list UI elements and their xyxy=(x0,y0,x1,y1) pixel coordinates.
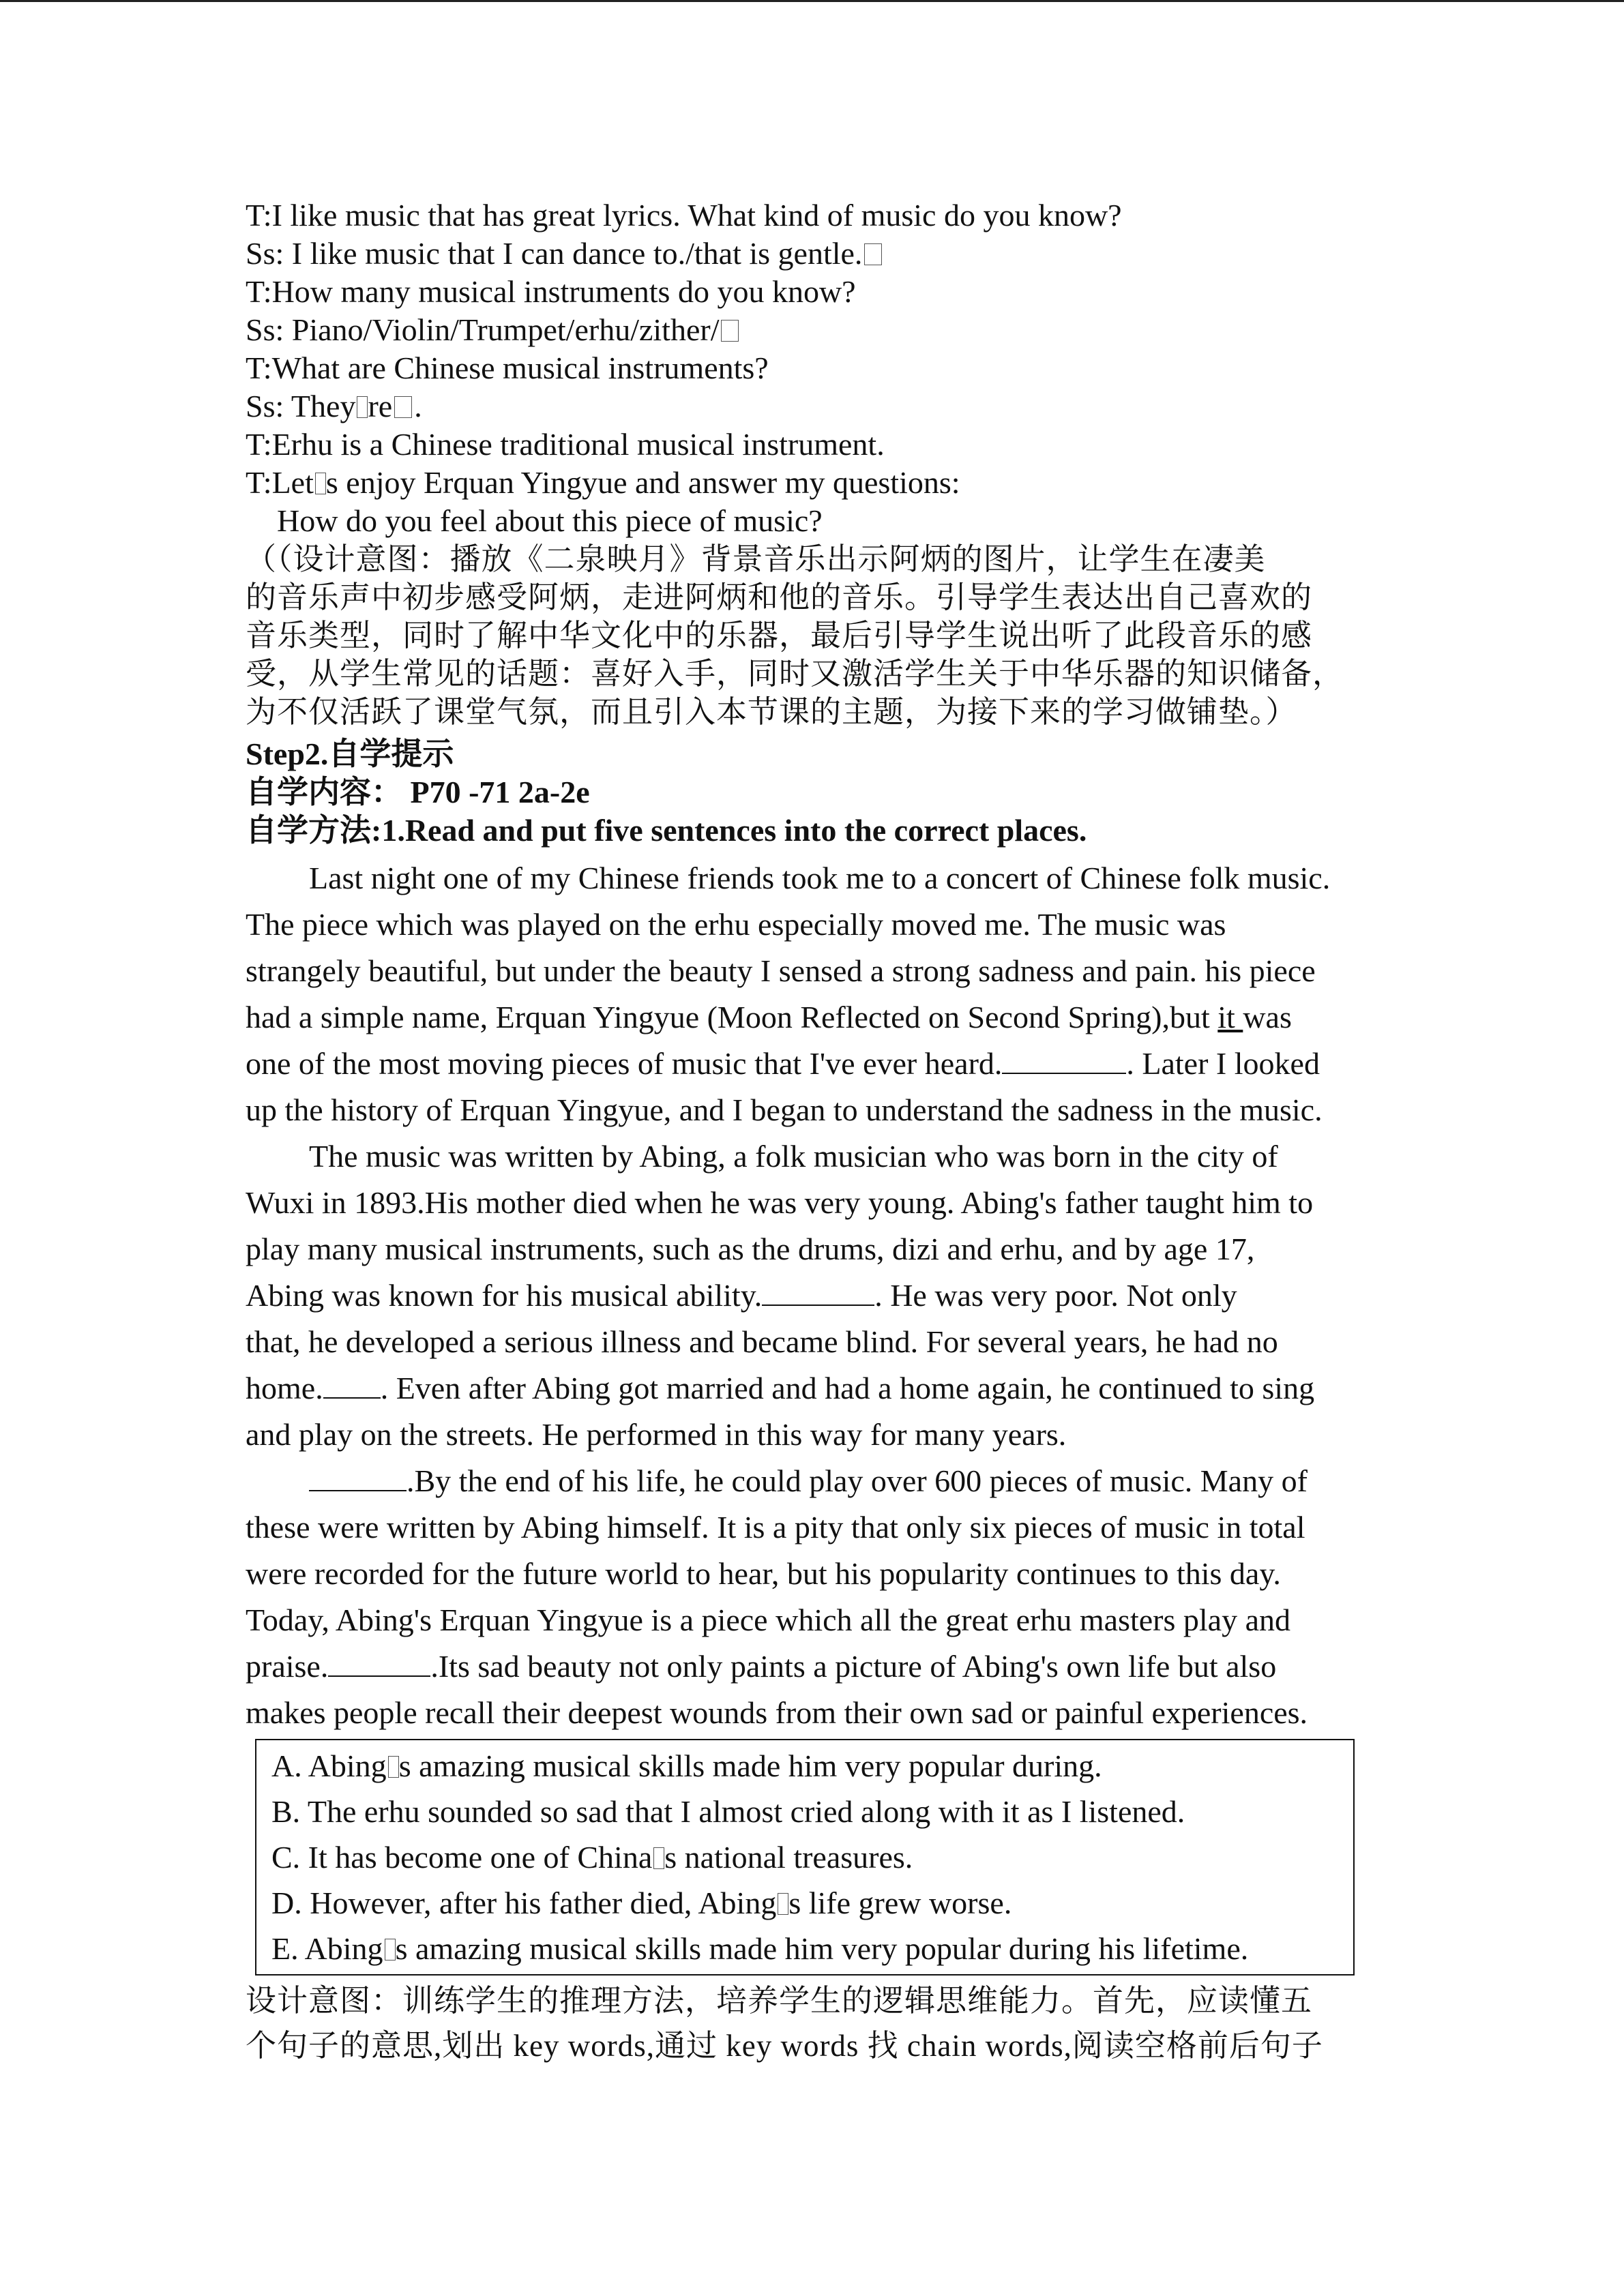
passage-text: .Its sad beauty not only paints a picture of Abing's own life but also xyxy=(430,1649,1277,1684)
dialogue-text: T:Let xyxy=(246,465,314,500)
missing-glyph-box xyxy=(864,243,882,265)
missing-glyph-box xyxy=(394,396,412,418)
dialogue-text: . xyxy=(414,389,422,423)
passage-line: play many musical instruments, such as the drums, dizi and erhu, and by age 17, xyxy=(246,1232,1255,1266)
passage-line: Today, Abing's Erquan Yingyue is a piece which all the great erhu masters play and xyxy=(246,1602,1290,1637)
missing-glyph-box xyxy=(388,1756,399,1778)
passage-line: The music was written by Abing, a folk musician who was born in the city of xyxy=(309,1139,1278,1174)
passage-text: home. xyxy=(246,1371,323,1405)
note-line: 设计意图：训练学生的推理方法，培养学生的逻辑思维能力。首先，应读懂五 xyxy=(246,1984,1313,2018)
note-line: 音乐类型，同时了解中华文化中的乐器，最后引导学生说出听了此段音乐的感 xyxy=(246,618,1313,653)
passage-text: praise. xyxy=(246,1649,329,1684)
passage-line xyxy=(246,1458,1378,1504)
dialogue-line: T:How many musical instruments do you know? xyxy=(246,274,856,309)
passage-line xyxy=(246,1643,1378,1690)
design-intent-note-2 xyxy=(246,1978,1378,2068)
answer-blank-2[interactable] xyxy=(762,1277,874,1306)
passage-line xyxy=(246,1272,1378,1319)
dialogue-line: How do you feel about this piece of music? xyxy=(277,503,823,538)
dialogue-text: re xyxy=(368,389,393,423)
passage-line: these were written by Abing himself. It is a pity that only six pieces of music in total xyxy=(246,1510,1305,1545)
note-line: 为不仅活跃了课堂气氛，而且引入本节课的主题，为接下来的学习做铺垫。） xyxy=(246,695,1297,729)
passage-text: . Later I looked xyxy=(1126,1046,1320,1081)
passage-text: was xyxy=(1243,1000,1292,1034)
top-border-line xyxy=(0,0,1624,2)
missing-glyph-box xyxy=(721,320,739,342)
dialogue-line xyxy=(246,311,1378,349)
step2-heading: Step2.自学提示 xyxy=(246,736,454,771)
option-text: s amazing musical skills made him very popular during his lifetime. xyxy=(395,1931,1249,1966)
option-text: E. Abing xyxy=(271,1931,383,1966)
dialogue-line xyxy=(246,464,1378,502)
dialogue-line xyxy=(246,387,1378,426)
option-c xyxy=(271,1834,1353,1880)
dialogue-text: Ss: They xyxy=(246,389,356,423)
answer-blank-3[interactable] xyxy=(323,1370,381,1399)
reading-passage xyxy=(246,855,1378,1736)
dialogue-line: T:I like music that has great lyrics. What kind of music do you know? xyxy=(246,198,1122,233)
passage-text: .By the end of his life, he could play over 600 pieces of music. Many of xyxy=(407,1463,1308,1498)
passage-line xyxy=(246,1041,1378,1087)
answer-blank-5[interactable] xyxy=(328,1648,430,1677)
missing-glyph-box xyxy=(315,473,326,494)
option-d xyxy=(271,1880,1353,1926)
self-study-content: 自学内容： P70 -71 2a-2e xyxy=(246,775,590,809)
passage-line: Wuxi in 1893.His mother died when he was very young. Abing's father taught him to xyxy=(246,1185,1314,1220)
dialogue-line xyxy=(246,235,1378,273)
document-page xyxy=(246,196,1378,2068)
note-line: 的音乐声中初步感受阿炳，走进阿炳和他的音乐。引导学生表达出自己喜欢的 xyxy=(246,580,1313,614)
passage-text: . Even after Abing got married and had a home again, he continued to sing xyxy=(380,1371,1315,1405)
option-e xyxy=(271,1926,1353,1971)
missing-glyph-box xyxy=(778,1893,788,1915)
option-text: D. However, after his father died, Abing xyxy=(271,1885,777,1920)
missing-glyph-box xyxy=(653,1847,664,1869)
underlined-word: it xyxy=(1217,1000,1243,1034)
option-text: C. It has become one of China xyxy=(271,1840,653,1875)
passage-line: strangely beautiful, but under the beauty I sensed a strong sadness and pain. his piece xyxy=(246,953,1316,988)
design-intent-note xyxy=(246,540,1378,731)
self-study-method: 自学方法:1.Read and put five sentences into the correct places. xyxy=(246,813,1087,848)
passage-line: Last night one of my Chinese friends took me to a concert of Chinese folk music. xyxy=(309,861,1331,895)
passage-text: had a simple name, Erquan Yingyue (Moon Reflected on Second Spring),but xyxy=(246,1000,1218,1034)
answer-blank-1[interactable] xyxy=(1002,1045,1126,1074)
passage-text: one of the most moving pieces of music that I've ever heard. xyxy=(246,1046,1003,1081)
option-text: A. Abing xyxy=(271,1748,387,1783)
passage-text: . He was very poor. Not only xyxy=(874,1278,1237,1313)
option-text: s life grew worse. xyxy=(788,1885,1012,1920)
dialogue-line: T:Erhu is a Chinese traditional musical instrument. xyxy=(246,427,885,462)
passage-line: that, he developed a serious illness and became blind. For several years, he had no xyxy=(246,1324,1278,1359)
option-text: s amazing musical skills made him very popular during. xyxy=(398,1748,1102,1783)
passage-line xyxy=(246,994,1378,1041)
option-text: s national treasures. xyxy=(664,1840,913,1875)
note-line: 受，从学生常见的话题：喜好入手，同时又激活学生关于中华乐器的知识储备， xyxy=(246,657,1344,691)
passage-line: and play on the streets. He performed in this way for many years. xyxy=(246,1417,1067,1452)
dialogue-text: Ss: I like music that I can dance to./that is gentle. xyxy=(246,236,863,271)
options-box xyxy=(255,1739,1355,1976)
dialogue-text: Ss: Piano/Violin/Trumpet/erhu/zither/ xyxy=(246,312,720,347)
passage-line: The piece which was played on the erhu especially moved me. The music was xyxy=(246,907,1226,942)
passage-line xyxy=(246,1365,1378,1412)
dialogue-text: s enjoy Erquan Yingyue and answer my questions: xyxy=(325,465,960,500)
missing-glyph-box xyxy=(385,1939,396,1960)
dialogue-section xyxy=(246,196,1378,540)
passage-line: were recorded for the future world to hear, but his popularity continues to this day. xyxy=(246,1556,1281,1591)
option-a xyxy=(271,1743,1353,1789)
option-b: B. The erhu sounded so sad that I almost cried along with it as I listened. xyxy=(271,1794,1185,1829)
note-line: 个句子的意思,划出 key words,通过 key words 找 chain words,阅读空格前后句子 xyxy=(246,2029,1323,2063)
passage-line: makes people recall their deepest wounds from their own sad or painful experiences. xyxy=(246,1695,1308,1730)
missing-glyph-box xyxy=(357,396,368,418)
passage-line: up the history of Erquan Yingyue, and I began to understand the sadness in the music. xyxy=(246,1092,1323,1127)
answer-blank-4[interactable] xyxy=(309,1463,407,1491)
note-line: （（设计意图：播放《二泉映月》背景音乐出示阿炳的图片，让学生在凄美 xyxy=(246,542,1266,576)
dialogue-line: T:What are Chinese musical instruments? xyxy=(246,351,769,385)
passage-text: Abing was known for his musical ability. xyxy=(246,1278,763,1313)
